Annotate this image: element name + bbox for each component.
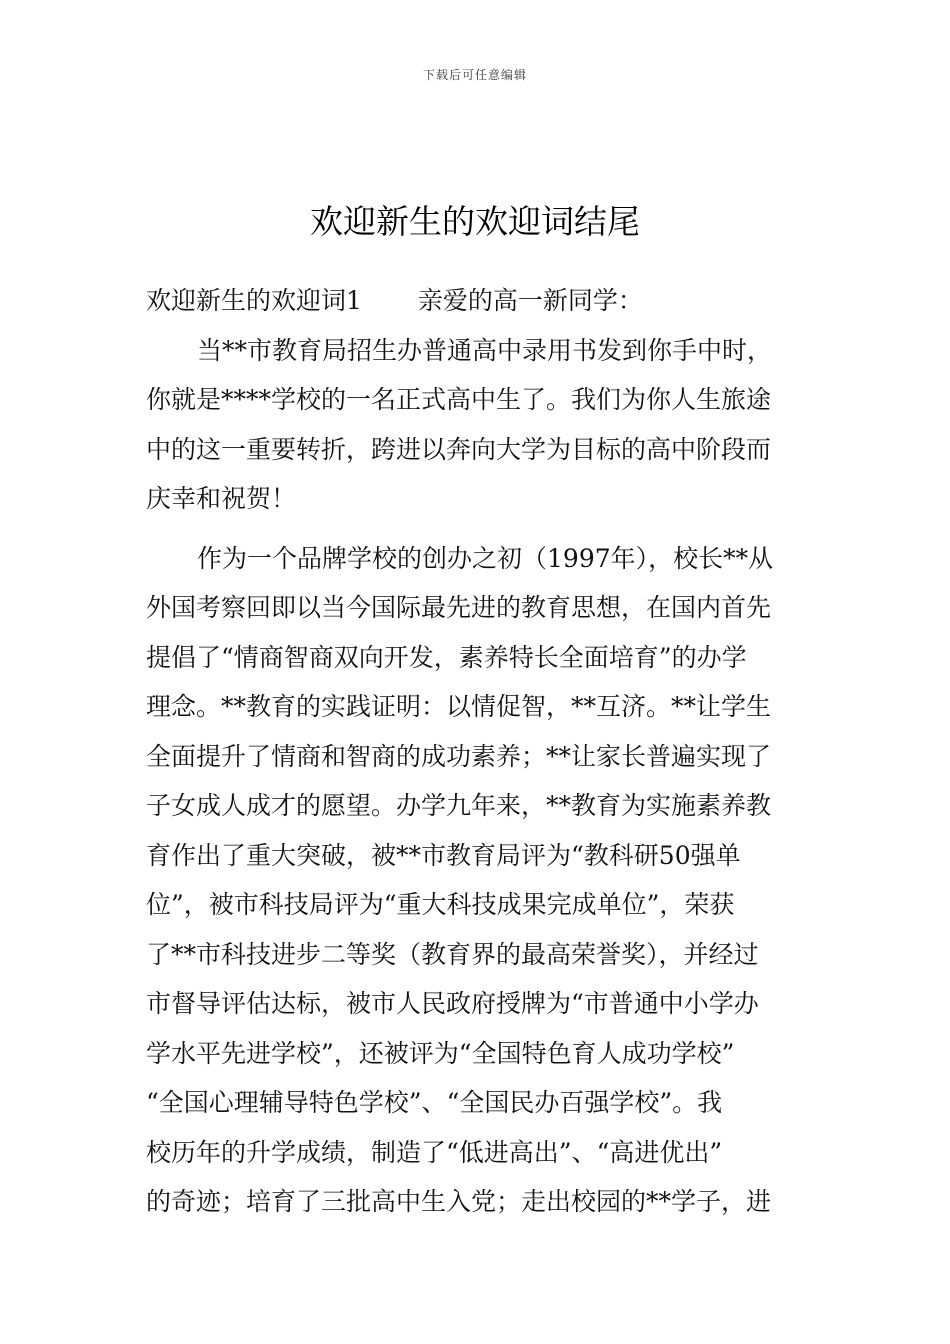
paragraph-line: 作为一个品牌学校的创办之初（1997年），校长**从 [197, 543, 774, 573]
paragraph-line: 中的这一重要转折，跨进以奔向大学为目标的高中阶段而 [146, 434, 772, 464]
header-note: 下载后可任意编辑 [422, 68, 527, 82]
intro-greeting: 亲爱的高一新同学： [417, 286, 643, 315]
document-body [146, 276, 810, 1227]
document-title: 欢迎新生的欢迎词结尾 [310, 202, 640, 242]
paragraph-line: 的奇迹；培育了三批高中生入党；走出校园的**学子，进 [146, 1187, 772, 1216]
paragraph-line: 校历年的升学成绩，制造了“低进高出”、“高进优出” [146, 1137, 723, 1167]
paragraph-line: 了**市科技进步二等奖（教育界的最高荣誉奖），并经过 [146, 939, 759, 969]
paragraph-line: 你就是****学校的一名正式高中生了。我们为你人生旅途 [146, 385, 772, 414]
paragraph-line: 提倡了“情商智商双向开发，素养特长全面培育”的办学 [146, 642, 747, 672]
paragraph-line: 子女成人成才的愿望。办学九年来，**教育为实施素养教 [146, 791, 772, 820]
intro-heading: 欢迎新生的欢迎词1 [146, 286, 362, 315]
paragraph-spacer [146, 524, 810, 534]
paragraph-line: “全国心理辅导特色学校”、“全国民办百强学校”。我 [146, 1088, 723, 1117]
intro-line [146, 276, 810, 326]
paragraph-line: 外国考察回即以当今国际最先进的教育思想，在国内首先 [146, 593, 772, 622]
paragraph-line: 全面提升了情商和智商的成功素养；**让家长普遍实现了 [146, 741, 772, 771]
paragraph-line: 庆幸和祝贺！ [146, 484, 297, 513]
paragraph-2 [146, 534, 810, 1227]
paragraph-line: 市督导评估达标，被市人民政府授牌为“市普通中小学办 [146, 989, 759, 1018]
paragraph-line: 当**市教育局招生办普通高中录用书发到你手中时， [197, 335, 773, 365]
paragraph-1 [146, 326, 810, 524]
paragraph-line: 理念。**教育的实践证明：以情促智，**互济。**让学生 [146, 692, 772, 721]
paragraph-line: 学水平先进学校”，还被评为“全国特色育人成功学校” [146, 1038, 735, 1068]
paragraph-line: 位”，被市科技局评为“重大科技成果完成单位”，荣获 [146, 890, 735, 919]
paragraph-line: 育作出了重大突破，被**市教育局评为“教科研50强单 [146, 840, 741, 870]
